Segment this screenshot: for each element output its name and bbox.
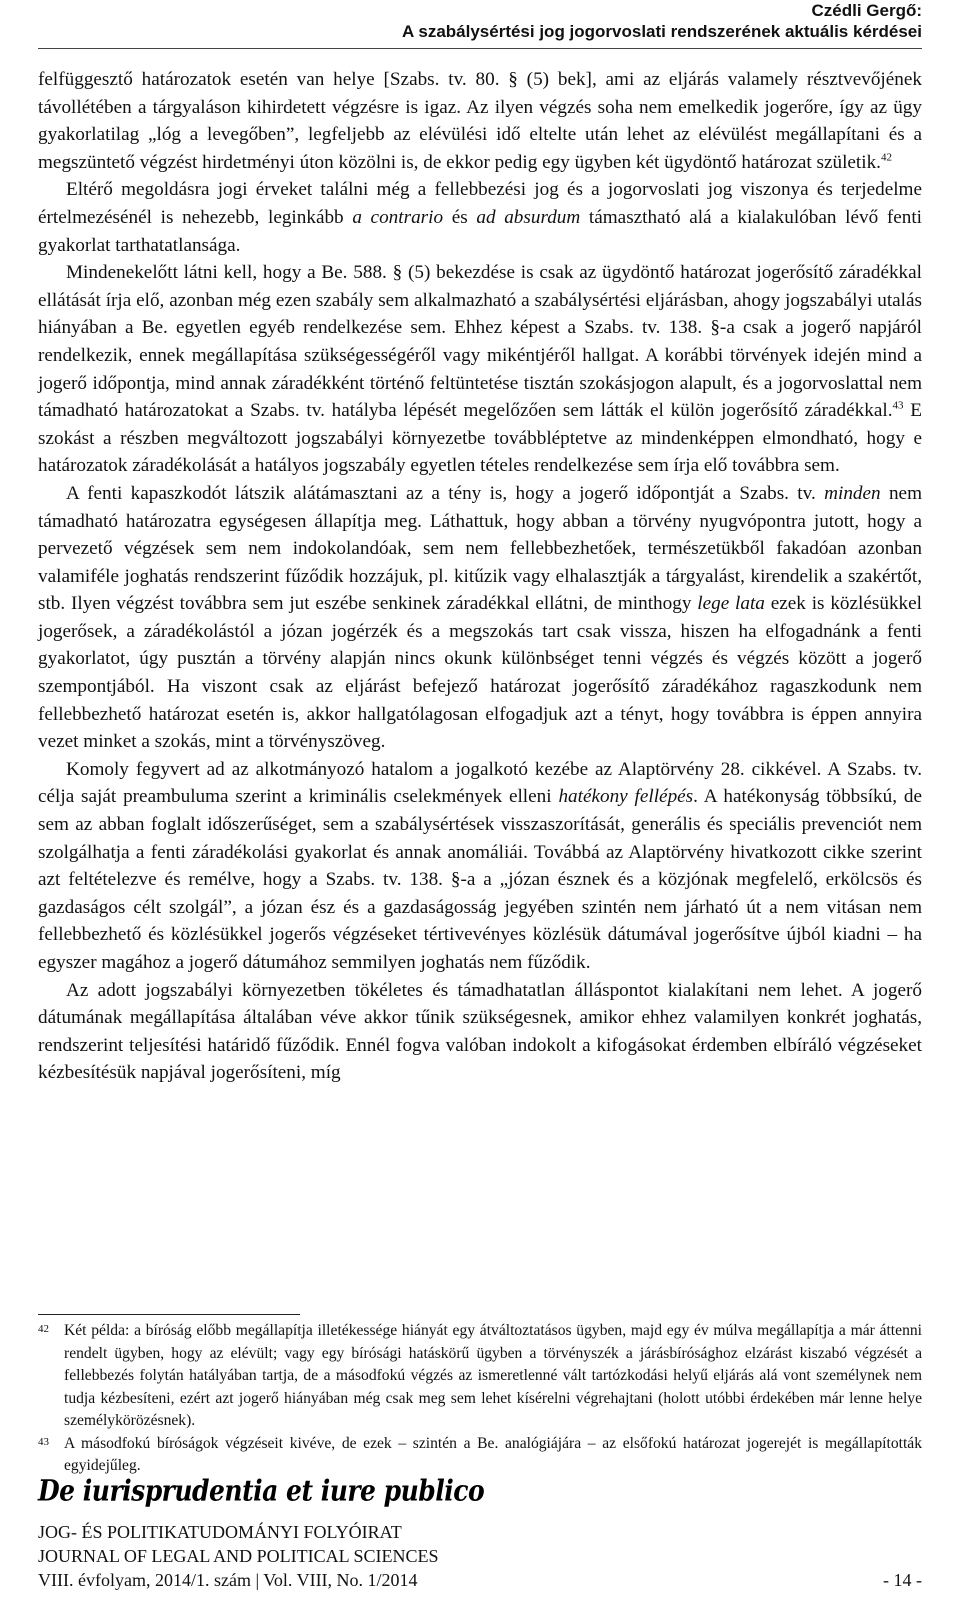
paragraph-3: Mindenekelőtt látni kell, hogy a Be. 588. § (5) bekezdése is csak az ügydöntő határozat jogerősítő záradékkal ellátását írja elő, azonban még ezen szabály sem alkalmazható a szabálysértési eljárásban, ahogy jogszabályi utalás hiányában a Be. egyetlen egyéb rendelkezése sem. Ehhez képest a Szabs. tv. 138. §-a csak a jogerő napjáról rendelkezik, ennek megállapítása szükségességéről vagy mikéntjéről hallgat. A korábbi törvények idején mind a jogerő időpontja, mind annak záradékként történő feltüntetése tisztán szokásjogon alapult, és a jogorvoslattal nem támadható határozatokat a Szabs. tv. hatályba lépését megelőzően sem látták el külön jogerősítő záradékkal.$^{43}$ E szokást a részben megváltozott jogszabályi környezetbe továbbléptetve az mindenképpen elmondható, hogy e határozatok záradékolását a hatályos jogszabály egyetlen tételes rendelkezése sem írja elő továbbra sem. [38, 262, 922, 477]
paragraph-4: A fenti kapaszkodót látszik alátámasztani az a tény is, hogy a jogerő időpontját a Szabs. tv. minden nem támadható határozatra egységesen állapítja meg. Láthattuk, hogy abban a törvény nyugvópontra jutott, hogy a pervezető végzések sem nem indokolandóak, sem nem fellebbezhetőek, természetükből fakadóan azonban valamiféle joghatás rendszerint fűződik hozzájuk, pl. kitűzik vagy elhalasztják a tárgyalást, kirendelik a szakértőt, stb. Ilyen végzést továbbra sem jut eszébe senkinek záradékkal ellátni, de minthogy lege lata ezek is közlésükkel jogerősek, a záradékolástól a józan jogérzék és a megszokás tart csak vissza, hiszen ha elfogadnánk a fenti gyakorlatot, úgy pusztán a törvény alapján nincs okunk különbséget tenni végzés és végzés között a jogerő szempontjából. Ha viszont csak az eljárást befejező határozat jogerősítő záradékához ragaszkodunk nem fellebbezhető határozat esetén is, akkor hallgatólagosan elfogadjuk azt a tényt, hogy továbbra is éppen annyira vezet minket a szokás, mint a törvényszöveg. [38, 482, 922, 753]
footnote-text: A másodfokú bíróságok végzéseit kivéve, de ezek – szintén a Be. analógiájára – az elsőfokú határozat jogerejét is megállapították egyidejűleg. [64, 1434, 922, 1474]
journal-logo: De iurisprudentia et iure publico [38, 1474, 485, 1508]
page-number: - 14 - [883, 1570, 922, 1590]
journal-name-en: JOURNAL OF LEGAL AND POLITICAL SCIENCES [38, 1546, 439, 1566]
running-header [402, 0, 922, 42]
footnote-number: 43 [38, 1435, 49, 1448]
footnote-42 [38, 1320, 922, 1433]
paragraph-5: Komoly fegyvert ad az alkotmányozó hatalom a jogalkotó kezébe az Alaptörvény 28. cikkével. A Szabs. tv. célja saját preambuluma szerint a kriminális cselekmények elleni hatékony fellépés. A hatékonyság többsíkú, de sem az abban foglalt időszerűséget, sem a szabálysértések visszaszorítását, generális és speciális prevenciót nem szolgálhatja a fenti záradékolási gyakorlat és annak anomáliái. Továbbá az Alaptörvény hivatkozott cikke szerint azt feltételezve és remélve, hogy a Szabs. tv. 138. §-a a „józan észnek és a közjónak megfelelő, erkölcsös és gazdaságos célt szolgál”, a józan ész és a gazdaságosság jegyében szintén nem járható út a nem vitásan nem fellebbezhető és közlésükkel jogerős végzéseket tértivevényes közlésük dátumával jogerősítve újból kiadni – ha egyszer magához a jogerő dátumához semmilyen joghatás nem fűződik. [38, 758, 923, 973]
paragraph-1: felfüggesztő határozatok esetén van helye [Szabs. tv. 80. § (5) bek], ami az eljárás valamely résztvevőjének távollétében a tárgyaláson kihirdetett végzésre is igaz. Az ilyen végzés soha nem emelkedik jogerőre, így az ügy gyakorlatilag „lóg a levegőben”, legfeljebb az elévülési idő eltelte után lehet az elévülést megállapítani és a megszüntető végzést hirdetményi úton közölni is, de ekkor pedig egy ügyben két ügydöntő határozat születik.$^{42}$ [38, 69, 922, 173]
paragraph-2: Eltérő megoldásra jogi érveket találni még a fellebbezési jog és a jogorvoslati jog viszonya és terjedelme értelmezésénél is nehezebb, leginkább a contrario és ad absurdum támasztható alá a kialakulóban lévő fenti gyakorlat tarthatatlansága. [38, 179, 922, 256]
journal-footer [38, 1520, 439, 1592]
header-title: A szabálysértési jog jogorvoslati rendszerének aktuális kérdései [402, 22, 922, 41]
footnote-text: Két példa: a bíróság előbb megállapítja illetékessége hiányát egy átváltoztatásos ügyben, majd egy év múlva megállapítja a már áttenni rendelt ügyben, hogy az elévült; vagy egy bírósági hatáskörű ügyben a törvényszék a járásbírósághoz elzárást kiszabó végzését a fellebbezés folytán hatályában tartja, de a másodfokú végzés az ismeretlenné vált tartózkodási helyű eljárás alá vont személynek nem tudja kézbesíteni, ezért azt jogerő hiányában még csak meg sem lehet kísérelni végrehajtani (holott utóbbi érdekében már lenne helye személykörözésnek). [64, 1322, 922, 1429]
header-divider [38, 48, 922, 49]
footnotes [38, 1320, 922, 1478]
footnote-43 [38, 1433, 922, 1478]
footnote-ref-42[interactable]: 42 [880, 151, 892, 164]
footnote-ref-43[interactable]: 43 [892, 399, 904, 412]
footnote-number: 42 [38, 1323, 49, 1335]
paragraph-6: Az adott jogszabályi környezetben tökéletes és támadhatatlan álláspontot kialakítani nem lehet. A jogerő dátumának megállapítása általában véve akkor tűnik szükségesnek, amikor ehhez valamilyen konkrét joghatás, rendszerint teljesítési határidő fűződik. Ennél fogva valóban indokolt a kifogásokat érdemben elbíráló végzéseket kézbesítésük napjával jogerősíteni, míg [38, 979, 922, 1084]
body-text [38, 66, 922, 1087]
journal-name-hu: JOG- ÉS POLITIKATUDOMÁNYI FOLYÓIRAT [38, 1522, 402, 1542]
header-author: Czédli Gergő: [811, 1, 922, 20]
journal-issue: VIII. évfolyam, 2014/1. szám | Vol. VIII, No. 1/2014 [38, 1570, 418, 1590]
footnote-divider [38, 1314, 300, 1315]
